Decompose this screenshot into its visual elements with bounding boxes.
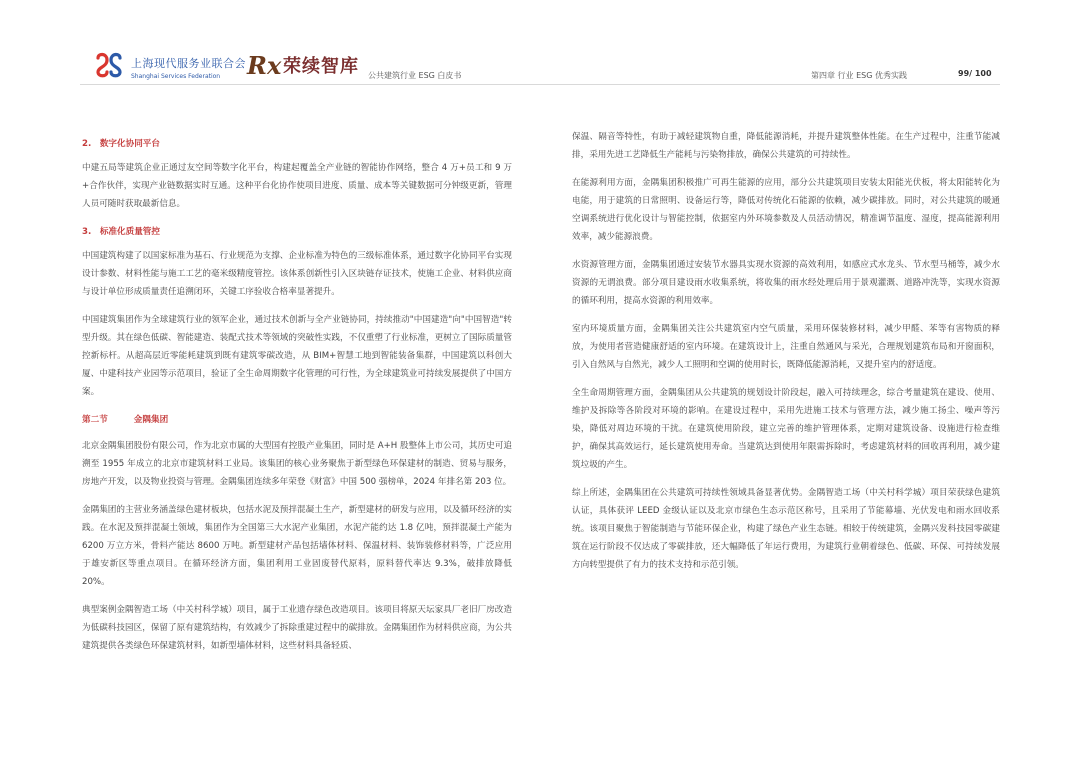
heading-digital-platform: 2. 数字化协同平台 (82, 139, 160, 149)
paragraph: 典型案例金隅智造工场（中关村科学城）项目，属于工业遗存绿色改造项目。该项目将原天坛家具厂老旧厂房改造为低碳科技园区，保留了原有建筑结构，有效减少了拆除重建过程中的碳排放。金隅集团作为材料供应商，为公共建筑提供各类绿色环保建筑材料，如新型墙体材料，这些材料具备轻质、 (82, 605, 512, 651)
page-header (0, 0, 1080, 100)
paragraph: 保温、隔音等特性，有助于减轻建筑物自重，降低能源消耗，并提升建筑整体性能。在生产过程中，注重节能减排，采用先进工艺降低生产能耗与污染物排放，确保公共建筑的可持续性。 (572, 132, 1000, 160)
heading-standard-control: 3. 标准化质量管控 (82, 227, 160, 237)
paragraph: 金隅集团的主营业务涵盖绿色建材板块，包括水泥及预拌混凝土生产，新型建材的研发与应用，以及循环经济的实践。在水泥及预拌混凝土领域，集团作为全国第三大水泥产业集团，水泥产能约达 1.8 亿吨，预拌混凝土产能为 6200 万立方米，骨料产能达 8600 万吨。新型建材产品包括墙体材料、保温材料、装饰装修材料等，广泛应用于雄安新区等重点项目。在循环经济方面，集团利用工业固废替代原料，原料替代率达 9.3%，破排放降低 20%。 (82, 505, 512, 587)
section-number: 第二节 (82, 415, 108, 425)
chapter-title: 第四章 行业 ESG 优秀实践 (811, 71, 907, 80)
federation-name-cn: 上海现代服务业联合会 (131, 57, 246, 70)
paragraph: 室内环境质量方面，金隅集团关注公共建筑室内空气质量，采用环保装修材料，减少甲醛、苯等有害物质的释放，为使用者营造健康舒适的室内环境。在建筑设计上，注重自然通风与采光，合理规划建筑布局和开窗面积，引入自然风与自然光，减少人工照明和空调的使用时长，既降低能源消耗，又提升室内的舒适度。 (572, 324, 1000, 370)
brand-logo-name: 荣续智库 (283, 56, 359, 77)
brand-logo-mark: Rx (247, 51, 282, 80)
section-title: 金隅集团 (133, 415, 169, 425)
section-heading (82, 411, 512, 429)
federation-logo-icon (94, 52, 124, 78)
page-number: 99/ 100 (958, 69, 992, 78)
paragraph: 在能源利用方面，金隅集团积极推广可再生能源的应用，部分公共建筑项目安装太阳能光伏板，将太阳能转化为电能，用于建筑的日常照明、设备运行等，降低对传统化石能源的依赖，减少碳排放。同时，对公共建筑的暖通空调系统进行优化设计与智能控制，依据室内外环境参数及人员活动情况，精准调节温度、湿度，提高能源利用效率，减少能源浪费。 (572, 178, 1000, 242)
document-title: 公共建筑行业 ESG 白皮书 (368, 71, 462, 80)
federation-logo-text (131, 55, 246, 80)
right-column (572, 128, 1000, 584)
paragraph: 中国建筑构建了以国家标准为基石、行业规范为支撑、企业标准为特色的三级标准体系，通过数字化协同平台实现设计参数、材料性能与施工工艺的毫米级精度管控。该体系创新性引入区块链存证技术，使施工企业、材料供应商与设计单位形成质量责任追溯闭环，关键工序验收合格率显著提升。 (82, 251, 512, 297)
federation-name-en: Shanghai Services Federation (131, 73, 221, 80)
paragraph: 全生命周期管理方面，金隅集团从公共建筑的规划设计阶段起，融入可持续理念，综合考量建筑在建设、使用、维护及拆除等各阶段对环境的影响。在建设过程中，采用先进施工技术与管理方法，减少施工扬尘、噪声等污染，降低对周边环境的干扰。在建筑使用阶段，建立完善的维护管理体系，定期对建筑设备、设施进行检查维护，确保其高效运行，延长建筑使用寿命。当建筑达到使用年限需拆除时，考虑建筑材料的回收再利用，减少建筑垃圾的产生。 (572, 388, 1000, 470)
paragraph: 中国建筑集团作为全球建筑行业的领军企业，通过技术创新与全产业链协同，持续推动"中国建造"向"中国智造"转型升级。其在绿色低碳、智能建造、装配式技术等领域的突破性实践，不仅重塑了行业标准，更树立了国际质量管控新标杆。从超高层近零能耗建筑到既有建筑零碳改造，从 BIM+智慧工地到智能装备集群，中国建筑以科创大厦、中建科技产业园等示范项目，验证了全生命周期数字化管理的可行性，为全球建筑业可持续发展提供了中国方案。 (82, 315, 512, 397)
paragraph: 综上所述，金隅集团在公共建筑可持续性领域具备显著优势。金隅智造工场（中关村科学城）项目荣获绿色建筑认证，具体获评 LEED 金级认证以及北京市绿色生态示范区称号，且采用了节能幕墙、光伏发电和雨水回收系统。该项目聚焦于智能制造与节能环保企业，构建了绿色产业生态链。相较于传统建筑，金隅兴发科技园零碳建筑在运行阶段不仅达成了零碳排放，还大幅降低了年运行费用，为建筑行业朝着绿色、低碳、环保、可持续发展方向转型提供了有力的技术支持和示范引领。 (572, 488, 1000, 570)
paragraph: 北京金隅集团股份有限公司，作为北京市属的大型国有控股产业集团，同时是 A+H 股整体上市公司，其历史可追溯至 1955 年成立的北京市建筑材料工业局。该集团的核心业务聚焦于新型绿色环保建材的制造、贸易与服务，房地产开发，以及物业投资与管理。金隅集团连续多年荣登《财富》中国 500 强榜单，2024 年排名第 203 位。 (82, 441, 512, 487)
paragraph: 中建五局等建筑企业正通过友空间等数字化平台，构建起覆盖全产业链的智能协作网络，整合 4 万+员工和 9 万+合作伙伴，实现产业链数据实时互通。这种平台化协作使项目进度、质量、成本等关键数据可分钟级更新，管理人员可随时获取最新信息。 (82, 163, 512, 209)
header-divider (80, 84, 1000, 85)
paragraph: 水资源管理方面，金隅集团通过安装节水器具实现水资源的高效利用，如感应式水龙头、节水型马桶等，减少水资源的无谓浪费。部分项目建设雨水收集系统，将收集的雨水经处理后用于景观灌溉、道路冲洗等，实现水资源的循环利用，提高水资源的利用效率。 (572, 260, 1000, 306)
left-column (82, 128, 512, 665)
